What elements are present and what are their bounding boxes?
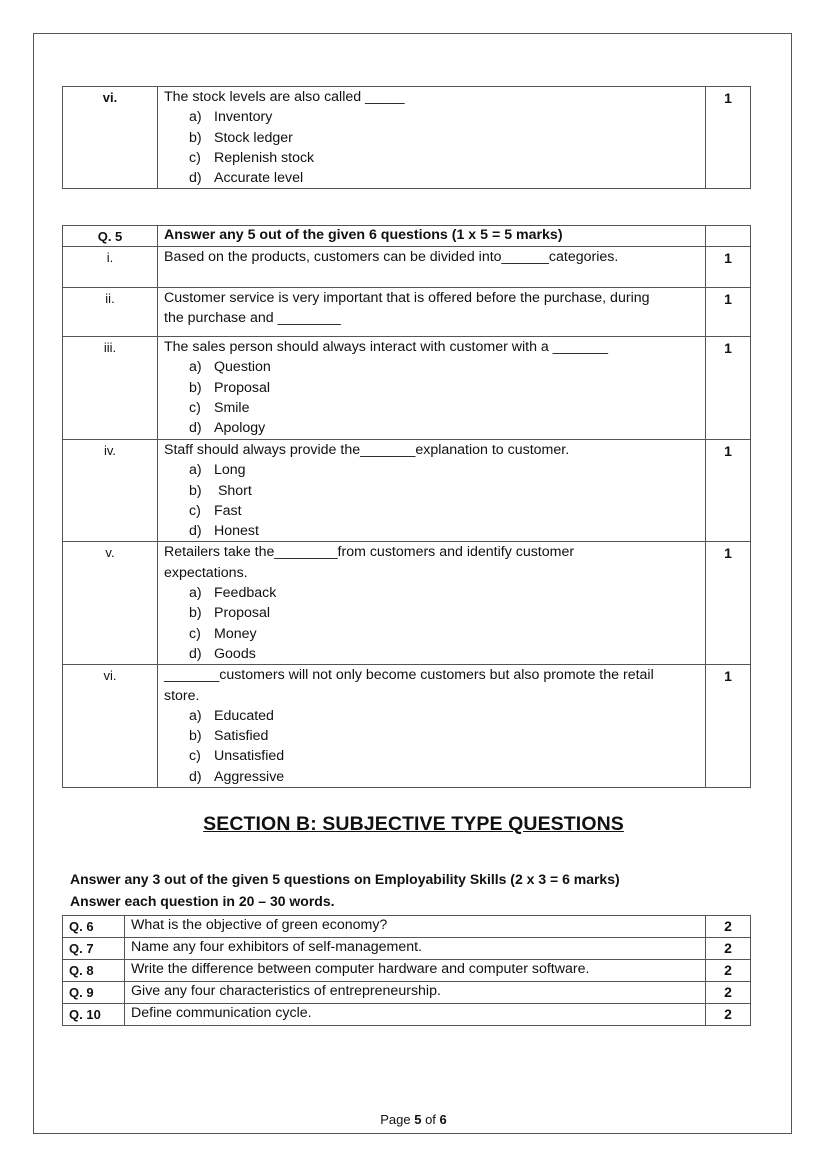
item-number: iii. <box>63 337 158 440</box>
question-text: Name any four exhibitors of self-management. <box>125 938 706 960</box>
options-list <box>164 460 699 541</box>
item-cell <box>158 542 706 665</box>
question-row <box>63 982 751 1004</box>
options-list <box>164 357 699 438</box>
option: a) Question <box>189 359 271 376</box>
question-number: Q. 8 <box>63 960 125 982</box>
item-text-continued: expectations. <box>164 564 248 581</box>
section-b-table <box>62 915 751 1026</box>
marks: 1 <box>706 542 751 665</box>
item-cell <box>158 337 706 440</box>
options-list <box>164 583 699 664</box>
option: c) Smile <box>189 399 250 416</box>
item-number: iv. <box>63 440 158 542</box>
marks: 2 <box>706 938 751 960</box>
option: d) Aggressive <box>189 768 285 785</box>
item-text: Staff should always provide the_______explanation to customer. <box>164 442 570 458</box>
item-text: The sales person should always interact with customer with a _______ <box>164 339 608 355</box>
item-cell <box>158 247 706 288</box>
section-b-instruction: Answer any 3 out of the given 5 questions on Employability Skills (2 x 3 = 6 marks) <box>70 871 620 887</box>
total-pages: 6 <box>439 1112 447 1127</box>
marks: 1 <box>706 87 751 189</box>
option: a) Long <box>189 462 246 479</box>
option: b) Short <box>189 482 252 499</box>
question-row <box>63 1004 751 1026</box>
item-number: ii. <box>63 288 158 337</box>
question-row <box>63 288 751 337</box>
question-cell <box>158 87 706 189</box>
option: c) Money <box>189 625 257 642</box>
item-number: i. <box>63 247 158 288</box>
page-number-footer: Page 5 of 6 <box>380 1112 447 1127</box>
item-text: _______customers will not only become customers but also promote the retail <box>164 667 654 684</box>
option: d) Honest <box>189 523 259 540</box>
option: c) Fast <box>189 502 242 519</box>
option: b) Satisfied <box>189 728 269 745</box>
question-row <box>63 440 751 542</box>
item-cell <box>158 665 706 788</box>
section-b-word-limit: Answer each question in 20 – 30 words. <box>70 893 335 909</box>
option: b) Proposal <box>189 379 270 396</box>
question-number: Q. 10 <box>63 1004 125 1026</box>
marks: 1 <box>706 665 751 788</box>
question-header-row <box>63 226 751 247</box>
question-text: Define communication cycle. <box>125 1004 706 1026</box>
question-row <box>63 916 751 938</box>
question-number: Q. 7 <box>63 938 125 960</box>
marks: 2 <box>706 960 751 982</box>
item-number: v. <box>63 542 158 665</box>
marks-empty <box>706 226 751 247</box>
item-text: Customer service is very important that is offered before the purchase, during <box>164 290 650 306</box>
question-text: The stock levels are also called _____ <box>164 89 405 105</box>
question-instruction: Answer any 5 out of the given 6 questions (1 x 5 = 5 marks) <box>158 226 706 247</box>
marks: 1 <box>706 247 751 288</box>
options-list <box>164 706 699 787</box>
question-number: Q. 9 <box>63 982 125 1004</box>
options-list <box>164 107 699 188</box>
item-cell <box>158 440 706 542</box>
item-text-continued: store. <box>164 687 200 704</box>
option: c) Unsatisfied <box>189 748 285 765</box>
section-b-title: SECTION B: SUBJECTIVE TYPE QUESTIONS <box>203 813 624 835</box>
item-text-continued: the purchase and ________ <box>164 310 341 327</box>
option: d) Goods <box>189 645 256 662</box>
option: c) Replenish stock <box>189 149 315 166</box>
item-cell <box>158 288 706 337</box>
question-text: Write the difference between computer hardware and computer software. <box>125 960 706 982</box>
option: b) Proposal <box>189 605 270 622</box>
option: a) Educated <box>189 707 274 724</box>
marks: 2 <box>706 1004 751 1026</box>
question-row <box>63 542 751 665</box>
option: d) Accurate level <box>189 170 304 187</box>
question-5-table <box>62 225 751 788</box>
question-row <box>63 960 751 982</box>
question-number: vi. <box>63 87 158 189</box>
current-page: 5 <box>414 1112 422 1127</box>
option: a) Feedback <box>189 585 277 602</box>
item-text: Based on the products, customers can be divided into______categories. <box>164 249 619 265</box>
question-number: Q. 5 <box>63 226 158 247</box>
question-number: Q. 6 <box>63 916 125 938</box>
option: a) Inventory <box>189 109 273 126</box>
option: b) Stock ledger <box>189 129 293 146</box>
marks: 2 <box>706 916 751 938</box>
question-row <box>63 665 751 788</box>
item-text: Retailers take the________from customers and identify customer <box>164 544 575 561</box>
marks: 2 <box>706 982 751 1004</box>
question-4-continued-table <box>62 86 751 189</box>
question-row <box>63 87 751 189</box>
item-number: vi. <box>63 665 158 788</box>
question-text: Give any four characteristics of entrepreneurship. <box>125 982 706 1004</box>
option: d) Apology <box>189 420 266 437</box>
question-text: What is the objective of green economy? <box>125 916 706 938</box>
marks: 1 <box>706 288 751 337</box>
question-row <box>63 938 751 960</box>
question-row <box>63 337 751 440</box>
marks: 1 <box>706 337 751 440</box>
question-row <box>63 247 751 288</box>
marks: 1 <box>706 440 751 542</box>
